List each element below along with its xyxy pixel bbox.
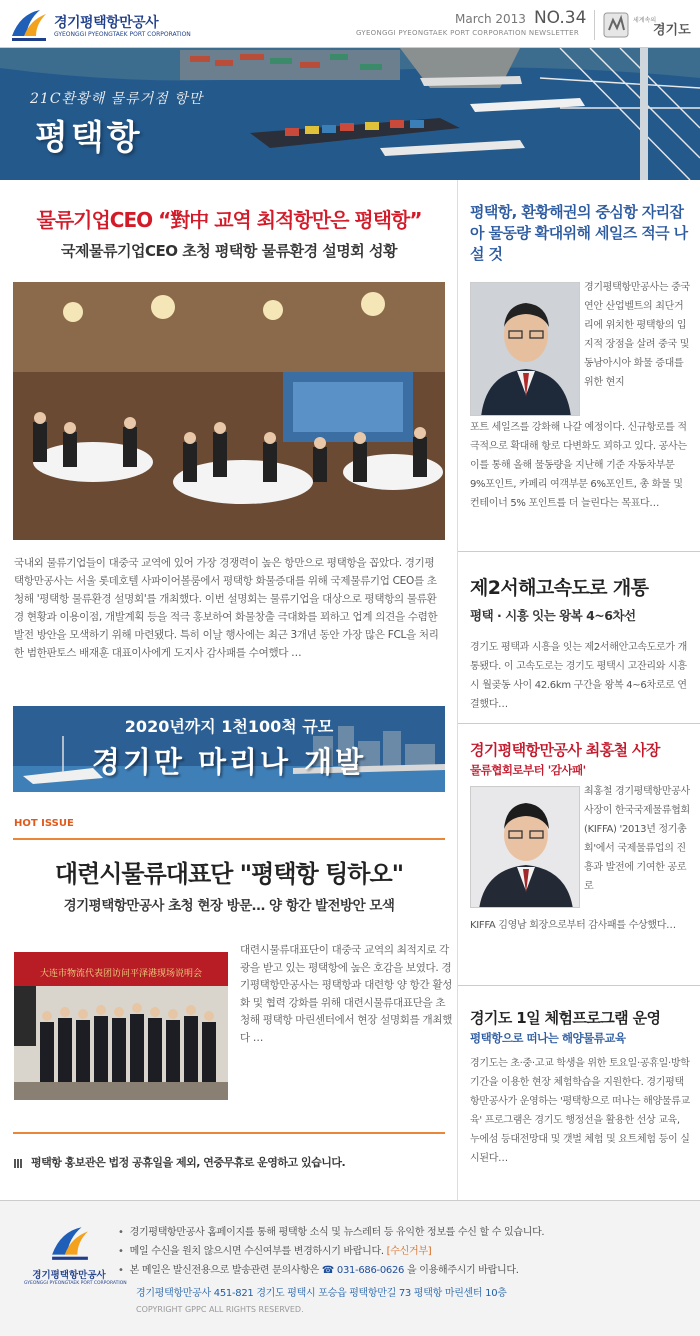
footer-line3-text: 본 메일은 발신전용으로 발송관련 문의사항은	[129, 1265, 322, 1276]
hot-issue-bottom-rule	[13, 1132, 445, 1134]
footer-line-unsubscribe: • 메일 수신을 원치 않으시면 수신여부를 변경하시기 바랍니다. [수신거부]	[118, 1246, 432, 1257]
award-title[interactable]: 경기평택항만공사 최홍철 사장	[470, 741, 660, 759]
seminar-photo[interactable]	[13, 282, 445, 540]
right-column	[458, 180, 700, 1200]
gppc-logo[interactable]	[10, 6, 210, 44]
award-body: KIFFA 김영남 회장으로부터 감사패를 수상했다…	[470, 920, 676, 931]
marina-banner[interactable]	[13, 706, 445, 792]
marina-line2: 경기만 마리나 개발	[91, 745, 367, 779]
logo-name: 경기평택항만공사	[54, 15, 159, 31]
footer-line-subscribe: • 경기평택항만공사 홈페이지를 통해 평택항 소식 및 뉴스레터 등 유익한 정보를 수신 할 수 있습니다.	[118, 1227, 545, 1238]
hot-issue-top-rule	[13, 838, 445, 840]
footer-logo-wave-icon	[50, 1223, 90, 1263]
issue-number: NO.34	[533, 8, 587, 28]
notice-text: 평택항 홍보관은 법정 공휴일을 제외, 연중무휴로 운영하고 있습니다.	[31, 1156, 346, 1169]
program-title[interactable]: 경기도 1일 체험프로그램 운영	[470, 1009, 661, 1027]
banner-title: 평택항	[35, 118, 143, 158]
hot-issue-title[interactable]: 대련시물류대표단 "평택항 팅하오"	[54, 860, 404, 888]
footer-logo[interactable]	[24, 1223, 127, 1295]
port-sales-body: 포트 세일즈를 강화해 나갈 예정이다. 신규항로를 적극적으로 확대해 항로 다변화도 꾀하고 있다. 공사는 이를 통해 올해 물동량을 지난해 기준 자동차부문 9%포인트, 카페리 여객부문 6%포인트, 총 화물 및 컨테이너 5% 포인트를 더 늘린다는 목표다…	[470, 422, 687, 509]
header	[0, 0, 700, 48]
dalian-photo-banner: 大连市物流代表团访问平泽港现场说明会	[39, 969, 203, 979]
hot-issue-body: 대련시물류대표단이 대중국 교역의 최적지로 각광을 받고 있는 평택항에 높은 호감을 보였다. 경기평택항만공사는 평택항과 대련항 양 항간 활성화 및 협력 강화를 위해 대련시물류대표단을 초청해 평택항 마린센터에서 현장 설명회를 개최했다 …	[240, 944, 453, 1044]
unsubscribe-link[interactable]: [수신거부]	[386, 1246, 432, 1257]
hot-issue-label: HOT ISSUE	[14, 818, 74, 829]
ceo-photo	[470, 282, 580, 416]
left-column	[0, 180, 458, 1200]
highway-title[interactable]: 제2서해고속도로 개통	[470, 577, 649, 599]
dalian-photo[interactable]	[14, 952, 228, 1100]
right-section-program	[458, 986, 700, 1200]
hot-issue-subtitle: 경기평택항만공사 초청 현장 방문… 양 항간 발전방안 모색	[63, 898, 395, 914]
seminar-photo-image	[13, 282, 445, 540]
notice-bar	[14, 1154, 444, 1170]
award-subtitle: 물류협회로부터 '감사패'	[470, 763, 586, 777]
award-body-side: 최홍철 경기평택항만공사 사장이 한국국제물류협회(KIFFA) '2013년 정기총회'에서 국제물류업의 진흥과 발전에 기여한 공로로	[584, 786, 690, 892]
port-sales-title[interactable]: 평택항, 환황해권의 중심항 자리잡아 물동량 확대위해 세일즈 적극 나설 것	[470, 203, 688, 263]
footer-line3-suffix: 을 이용해주시기 바랍니다.	[404, 1265, 519, 1276]
right-section-award	[458, 724, 700, 986]
main-article-subtitle: 국제물류기업CEO 초청 평택항 물류환경 설명회 성황	[61, 242, 397, 260]
hero-banner	[0, 48, 700, 180]
newsletter-subtitle: GYEONGGI PYEONGTAEK PORT CORPORATION NEWSLETTER	[356, 29, 579, 37]
gyeonggi-logo[interactable]	[594, 10, 694, 40]
logo-eng: GYEONGGI PYEONGTAEK PORT CORPORATION	[54, 31, 191, 38]
right-section-highway	[458, 552, 700, 724]
footer-copyright: COPYRIGHT GPPC ALL RIGHTS RESERVED.	[136, 1305, 304, 1314]
main-title-prefix: 물류기업CEO “對中	[36, 208, 215, 232]
marina-line1: 2020년까지 1천100척 규모	[124, 717, 334, 736]
logo-wave-icon	[10, 6, 48, 44]
issue-month: March 2013	[455, 12, 526, 26]
footer-line1-text: 경기평택항만공사 홈페이지를 통해 평택항 소식 및 뉴스레터 등 유익한 정보를 수신 할 수 있습니다.	[129, 1227, 545, 1238]
footer-logo-eng: GYEONGGI PYEONGTAEK PORT CORPORATION	[24, 1281, 127, 1286]
footer-logo-name: 경기평택항만공사	[32, 1270, 106, 1281]
port-sales-body-side: 경기평택항만공사는 중국 연안 산업벨트의 최단거리에 위치한 평택항의 입지적 장점을 살려 중국 및 동남아시아 화물 증대를 위한 현지	[584, 282, 690, 388]
square-bullet-icon	[14, 1159, 23, 1168]
main-article-body: 국내외 물류기업들이 대중국 교역에 있어 가장 경쟁력이 높은 항만으로 평택항을 꼽았다. 경기평택항만공사는 서울 롯데호텔 사파이어볼룸에서 평택항 화물증대를 위해 국제물류기업 CEO를 초청해 '평택항 물류환경 설명회'를 개최했다. 이번 설명회는 물류기업을 대상으로 평택항의 물류환경 현황과 이용이점, 개발계획 등을 적극 홍보하여 화물창출 극대화를 꾀하고 업계 의견을 수렴한 발전 방안을 모색하기 위해 마련됐다. 특히 이날 행사에는 최근 3개년 동안 가장 많은 FCL을 처리한 범한판토스 배재훈 대표이사에게 도지사 감사패를 수여했다 …	[14, 557, 439, 659]
president-photo-image	[471, 787, 580, 908]
footer-line2-text: 메일 수신을 원치 않으시면 수신여부를 변경하시기 바랍니다.	[129, 1246, 384, 1257]
footer-line-contact: • 본 메일은 발신전용으로 발송관련 문의사항은 ☎ 031-686-0626 을 이용해주시기 바랍니다.	[118, 1265, 519, 1276]
president-photo	[470, 786, 580, 908]
gyeonggi-tagline: 세계속의	[633, 17, 657, 24]
footer	[0, 1200, 700, 1336]
program-body: 경기도는 초·중·고교 학생을 위한 토요일·공휴일·방학 기간을 이용한 현장 체험학습을 지원한다. 경기평택항만공사가 운영하는 '평택항으로 떠나는 해양물류교육' 프로그램은 경기도 행정선을 활용한 선상 교육, 누에섬 등대전망대 및 갯벌 체험 및 요트체험 등이 실시된다…	[470, 1058, 690, 1164]
phone-number[interactable]: ☎ 031-686-0626	[321, 1265, 405, 1276]
program-subtitle: 평택항으로 떠나는 해양물류교육	[470, 1031, 626, 1045]
gyeonggi-badge-icon	[603, 12, 629, 38]
issue-info	[455, 8, 586, 28]
main-article-title[interactable]	[0, 204, 458, 233]
main-title-suffix: 교역 최적항만은 평택항”	[214, 208, 422, 232]
highway-subtitle: 평택 · 시흥 잇는 왕복 4~6차선	[470, 608, 636, 623]
right-section-port-sales	[458, 180, 700, 552]
dalian-photo-image	[14, 952, 228, 1100]
footer-address: 경기평택항만공사 451-821 경기도 평택시 포승읍 평택항만길 73 평택항 마린센터 10층	[136, 1288, 507, 1299]
ceo-photo-image	[471, 283, 580, 416]
gyeonggi-name: 경기도	[653, 23, 691, 38]
banner-slogan: 21C환황해 물류거점 항만	[30, 91, 204, 107]
highway-body: 경기도 평택과 시흥을 잇는 제2서해안고속도로가 개통됐다. 이 고속도로는 경기도 평택시 고잔리와 시흥시 월곶동 사이 42.6km 구간을 왕복 4~6차로로 연결했다…	[470, 642, 688, 710]
